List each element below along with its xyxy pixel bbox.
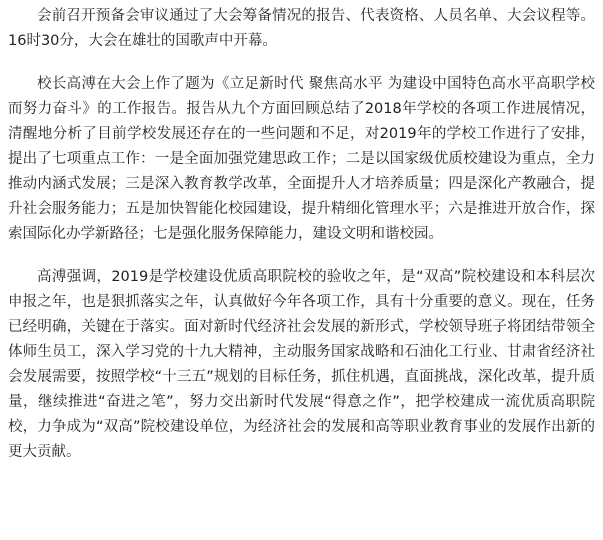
paragraph-work-report: 校长高溥在大会上作了题为《立足新时代 聚焦高水平 为建设中国特色高水平高职学校而努力奋斗》的工作报告。报告从九个方面回顾总结了2018年学校的各项工作进展情况，清醒地分析了目前学校发展还存在的一些问题和不足，对2019年的学校工作进行了安排，提出了七项重点工作：一是全面加强党建思政工作；二是以国家级优质校建设为重点，全力推动内涵式发展；三是深入教育教学改革，全面提升人才培养质量；四是深化产教融合，提升社会服务能力；五是加快智能化校园建设，提升精细化管理水平；六是推进开放合作，探索国际化办学新路径；七是强化服务保障能力，建设文明和谐校园。 [8, 76, 595, 242]
paragraph-president-emphasis: 高溥强调，2019是学校建设优质高职院校的验收之年，是“双高”院校建设和本科层次申报之年，也是狠抓落实之年，认真做好今年各项工作，具有十分重要的意义。现在，任务已经明确，关键在于落实。面对新时代经济社会发展的新形式，学校领导班子将团结带领全体师生员工，深入学习党的十九大精神，主动服务国家战略和石油化工行业、甘肃省经济社会发展需要，按照学校“十三五”规划的目标任务，抓住机遇，直面挑战，深化改革，提升质量，继续推进“奋进之笔”，努力交出新时代发展“得意之作”，把学校建成一流优质高职院校，力争成为“双高”院校建设单位，为经济社会的发展和高等职业教育事业的发展作出新的更大贡献。 [8, 269, 595, 460]
paragraph-preparatory-meeting: 会前召开预备会审议通过了大会筹备情况的报告、代表资格、人员名单、大会议程等。16时30分，大会在雄壮的国歌声中开幕。 [8, 8, 595, 49]
